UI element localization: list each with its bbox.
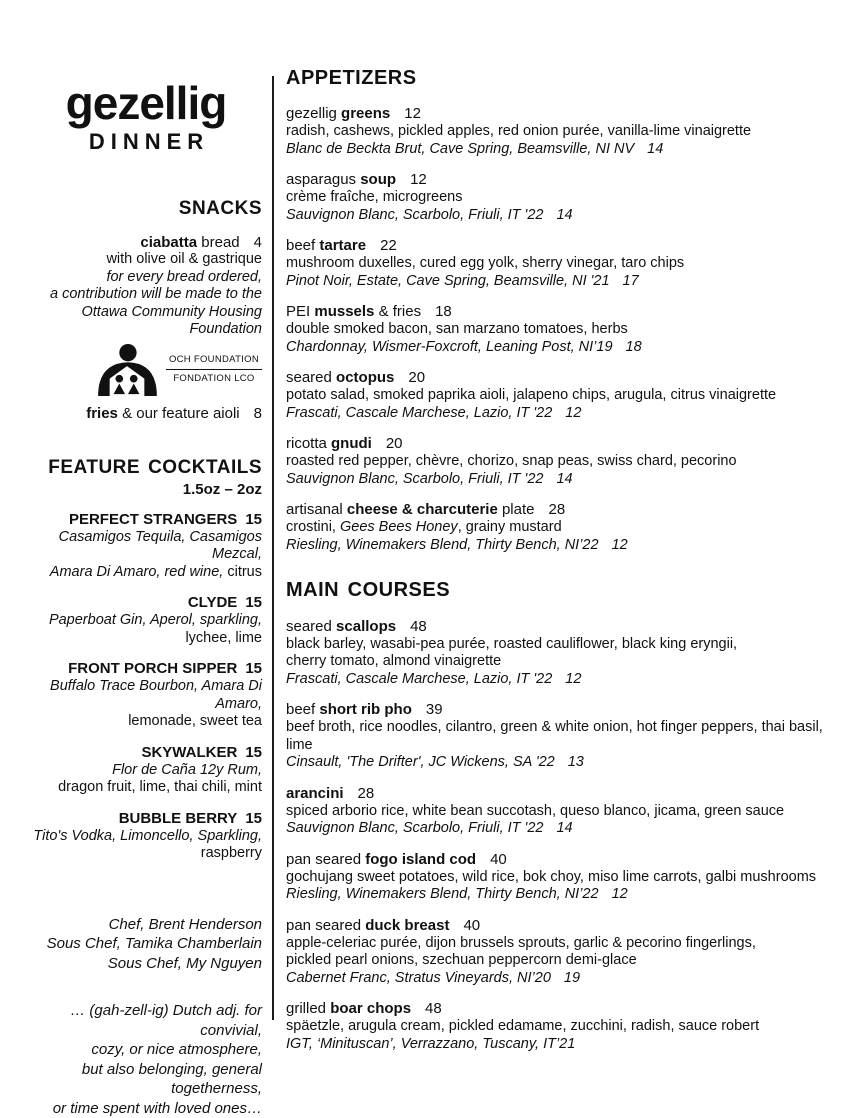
dish-price: 28 bbox=[548, 501, 566, 519]
wine-pairing: Sauvignon Blanc, Scarbolo, Friuli, IT '22 14 bbox=[286, 470, 573, 487]
appetizers-heading: appetizers bbox=[286, 59, 417, 91]
dish-name: ricotta gnudi 20 bbox=[286, 435, 403, 453]
dish-description: black barley, wasabi-pea purée, roasted cauliflower, black king eryngii, bbox=[286, 635, 738, 652]
cocktails-heading: feature cocktails bbox=[48, 449, 262, 480]
cocktail-name: FRONT PORCH SIPPER 15 bbox=[68, 660, 262, 678]
och-foundation-name: OCH FOUNDATION FONDATION LCO bbox=[166, 352, 262, 387]
cocktail-price: 15 bbox=[245, 743, 262, 761]
cocktail-price: 15 bbox=[245, 510, 262, 528]
cocktail-ingredients: Paperboat Gin, Aperol, sparkling, bbox=[48, 612, 262, 629]
dish-description: mushroom duxelles, cured egg yolk, sherry vinegar, taro chips bbox=[286, 255, 685, 272]
cocktail-ingredients: Tito's Vodka, Limoncello, Sparkling, bbox=[33, 827, 262, 844]
cocktail-item bbox=[30, 744, 262, 797]
kitchen-team bbox=[30, 915, 262, 974]
dish-price: 22 bbox=[380, 237, 397, 255]
menu-item bbox=[286, 999, 840, 1053]
dish-name: PEI mussels & fries 18 bbox=[286, 303, 452, 321]
snack-price: 8 bbox=[253, 404, 262, 422]
snacks-heading: snacks bbox=[178, 190, 262, 220]
menu-item bbox=[286, 236, 840, 290]
right-column bbox=[286, 60, 840, 1065]
wine-pairing: Cinsault, 'The Drifter', JC Wickens, SA '22 13 bbox=[286, 754, 584, 771]
menu-item bbox=[286, 434, 840, 488]
cocktail-ingredients: Flor de Caña 12y Rum, bbox=[112, 761, 262, 778]
snack-price: 4 bbox=[253, 233, 262, 251]
dish-price: 18 bbox=[435, 303, 452, 321]
dish-description: double smoked bacon, san marzano tomatoes, herbs bbox=[286, 321, 628, 338]
cocktail-ingredients: dragon fruit, lime, thai chili, mint bbox=[58, 779, 262, 796]
dish-description: potato salad, smoked paprika aioli, jalapeno chips, arugula, citrus vinaigrette bbox=[286, 387, 777, 404]
column-divider bbox=[272, 76, 274, 1020]
chef-name: Chef, Brent Henderson bbox=[108, 915, 262, 933]
dish-name: beef tartare 22 bbox=[286, 237, 397, 255]
wine-pairing: Riesling, Winemakers Blend, Thirty Bench, NI’22 12 bbox=[286, 536, 628, 553]
cocktail-ingredients: raspberry bbox=[200, 845, 262, 862]
menu-item bbox=[286, 700, 840, 772]
cocktail-name: SKYWALKER 15 bbox=[141, 743, 262, 761]
wine-price: 14 bbox=[556, 820, 573, 837]
cocktail-ingredients: Casamigos Tequila, Casamigos Mezcal, bbox=[58, 528, 262, 563]
dish-price: 20 bbox=[408, 369, 426, 387]
menu-item bbox=[286, 850, 840, 904]
cocktail-name: CLYDE 15 bbox=[187, 594, 262, 612]
dish-price: 39 bbox=[425, 701, 443, 719]
menu-item bbox=[286, 784, 840, 838]
dish-description: beef broth, rice noodles, cilantro, green & white onion, hot finger peppers, thai basil, lime bbox=[286, 719, 823, 753]
cocktail-item bbox=[30, 810, 262, 863]
snack-note: for every bread ordered, bbox=[106, 268, 262, 285]
snack-item-ciabatta bbox=[30, 234, 262, 339]
och-foundation-block bbox=[30, 344, 262, 396]
dish-description: pickled pearl onions, szechuan peppercorn demi-glace bbox=[286, 952, 637, 969]
dish-description: roasted red pepper, chèvre, chorizo, snap peas, swiss chard, pecorino bbox=[286, 453, 737, 470]
dish-name: asparagus soup 12 bbox=[286, 171, 427, 189]
wine-price: 14 bbox=[556, 206, 573, 223]
wine-price: 12 bbox=[611, 536, 628, 553]
cocktail-name: BUBBLE BERRY 15 bbox=[118, 809, 262, 827]
sous-chef-name: Sous Chef, My Nguyen bbox=[107, 954, 262, 972]
snack-note: Ottawa Community Housing Foundation bbox=[81, 303, 262, 338]
dish-name: seared scallops 48 bbox=[286, 617, 427, 635]
cocktail-name: PERFECT STRANGERS 15 bbox=[68, 510, 262, 528]
dish-price: 40 bbox=[490, 850, 507, 868]
dish-price: 48 bbox=[410, 617, 427, 635]
dish-price: 12 bbox=[404, 105, 421, 123]
menu-item bbox=[286, 302, 840, 356]
dish-price: 28 bbox=[357, 784, 375, 802]
cocktail-ingredients: Buffalo Trace Bourbon, Amara Di Amaro, bbox=[50, 678, 262, 712]
logo-wordmark: gezellig bbox=[65, 77, 227, 129]
menu-type-label: DINNER bbox=[88, 129, 210, 154]
wine-pairing: Frascati, Cascale Marchese, Lazio, IT '22 12 bbox=[286, 404, 582, 421]
wine-pairing: Blanc de Beckta Brut, Cave Spring, Beamsville, NI NV 14 bbox=[286, 140, 664, 157]
cocktail-item bbox=[30, 594, 262, 647]
dish-name: artisanal cheese & charcuterie plate 28 bbox=[286, 501, 566, 519]
dish-price: 12 bbox=[410, 171, 427, 189]
menu-item bbox=[286, 617, 840, 689]
dish-name: gezellig greens 12 bbox=[286, 105, 421, 123]
dish-description: cherry tomato, almond vinaigrette bbox=[286, 653, 502, 670]
main-courses-heading: main courses bbox=[286, 571, 451, 604]
wine-pairing: Pinot Noir, Estate, Cave Spring, Beamsville, NI '21 17 bbox=[286, 272, 639, 289]
dish-description: crème fraîche, microgreens bbox=[286, 189, 463, 206]
menu-item bbox=[286, 104, 840, 158]
wine-price: 18 bbox=[625, 338, 642, 355]
dish-name: pan seared duck breast 40 bbox=[286, 916, 481, 934]
menu-item bbox=[286, 368, 840, 422]
dish-description: radish, cashews, pickled apples, red onion purée, vanilla-lime vinaigrette bbox=[286, 123, 752, 140]
left-column bbox=[30, 0, 262, 1118]
wine-pairing: IGT, ‘Minituscan’, Verrazzano, Tuscany, IT’21 bbox=[286, 1035, 576, 1052]
wine-price: 17 bbox=[622, 272, 639, 289]
dish-price: 20 bbox=[385, 435, 403, 453]
cocktail-ingredients: lemonade, sweet tea bbox=[128, 713, 262, 730]
wine-price: 14 bbox=[556, 470, 573, 487]
dish-description: gochujang sweet potatoes, wild rice, bok choy, miso lime carrots, galbi mushrooms bbox=[286, 868, 817, 885]
dish-description: spiced arborio rice, white bean succotash, queso blanco, jicama, green sauce bbox=[286, 802, 785, 819]
wine-pairing: Sauvignon Blanc, Scarbolo, Friuli, IT '22 14 bbox=[286, 206, 573, 223]
wine-price: 19 bbox=[563, 969, 581, 986]
snack-desc: with olive oil & gastrique bbox=[106, 251, 262, 268]
dish-price: 40 bbox=[463, 916, 481, 934]
cocktail-price: 15 bbox=[245, 660, 262, 678]
snack-note: a contribution will be made to the bbox=[50, 286, 262, 303]
sous-chef-name: Sous Chef, Tamika Chamberlain bbox=[46, 935, 262, 953]
wine-price: 12 bbox=[565, 670, 582, 687]
och-foundation-logo-icon bbox=[95, 344, 159, 396]
wine-pairing: Chardonnay, Wismer-Foxcroft, Leaning Post, NI’19 18 bbox=[286, 338, 642, 355]
dish-name: grilled boar chops 48 bbox=[286, 1000, 442, 1018]
wine-pairing: Cabernet Franc, Stratus Vineyards, NI’20 19 bbox=[286, 969, 581, 986]
wine-price: 12 bbox=[611, 886, 628, 903]
dish-description: apple-celeriac purée, dijon brussels sprouts, garlic & pecorino fingerlings, bbox=[286, 934, 756, 951]
wine-pairing: Frascati, Cascale Marchese, Lazio, IT '22 12 bbox=[286, 670, 582, 687]
gezellig-definition: … (gah-zell-ig) Dutch adj. for convivial, cozy, or nice atmosphere, but also belonging, general togetherness, or time spent with loved ones… bbox=[52, 1002, 262, 1117]
wine-price: 12 bbox=[565, 404, 582, 421]
menu-item bbox=[286, 170, 840, 224]
dish-price: 48 bbox=[425, 1000, 442, 1018]
cocktail-price: 15 bbox=[245, 594, 262, 612]
cocktail-price: 15 bbox=[245, 809, 262, 827]
dish-name: pan seared fogo island cod 40 bbox=[286, 850, 507, 868]
cocktail-item bbox=[30, 660, 262, 731]
cocktail-ingredients: Amara Di Amaro, red wine, citrus bbox=[49, 563, 262, 580]
wine-price: 13 bbox=[567, 754, 584, 771]
dish-name: arancini 28 bbox=[286, 784, 375, 802]
restaurant-logo bbox=[30, 77, 262, 155]
wine-pairing: Sauvignon Blanc, Scarbolo, Friuli, IT '22 14 bbox=[286, 820, 573, 837]
dish-description: späetzle, arugula cream, pickled edamame, zucchini, radish, sauce robert bbox=[286, 1018, 760, 1035]
wine-pairing: Riesling, Winemakers Blend, Thirty Bench, NI’22 12 bbox=[286, 886, 628, 903]
cocktail-ingredients: lychee, lime bbox=[185, 629, 262, 646]
snack-item-fries: fries & our feature aioli 8 bbox=[86, 404, 262, 422]
menu-item bbox=[286, 916, 840, 988]
cocktail-item bbox=[30, 511, 262, 582]
dish-name: seared octopus 20 bbox=[286, 369, 426, 387]
cocktails-serving-size: 1.5oz – 2oz bbox=[182, 480, 262, 498]
dish-name: beef short rib pho 39 bbox=[286, 701, 443, 719]
wine-price: 14 bbox=[647, 140, 664, 157]
dish-description: crostini, Gees Bees Honey, grainy mustard bbox=[286, 519, 562, 536]
snack-name: ciabatta bread 4 bbox=[140, 233, 262, 251]
menu-item bbox=[286, 500, 840, 554]
